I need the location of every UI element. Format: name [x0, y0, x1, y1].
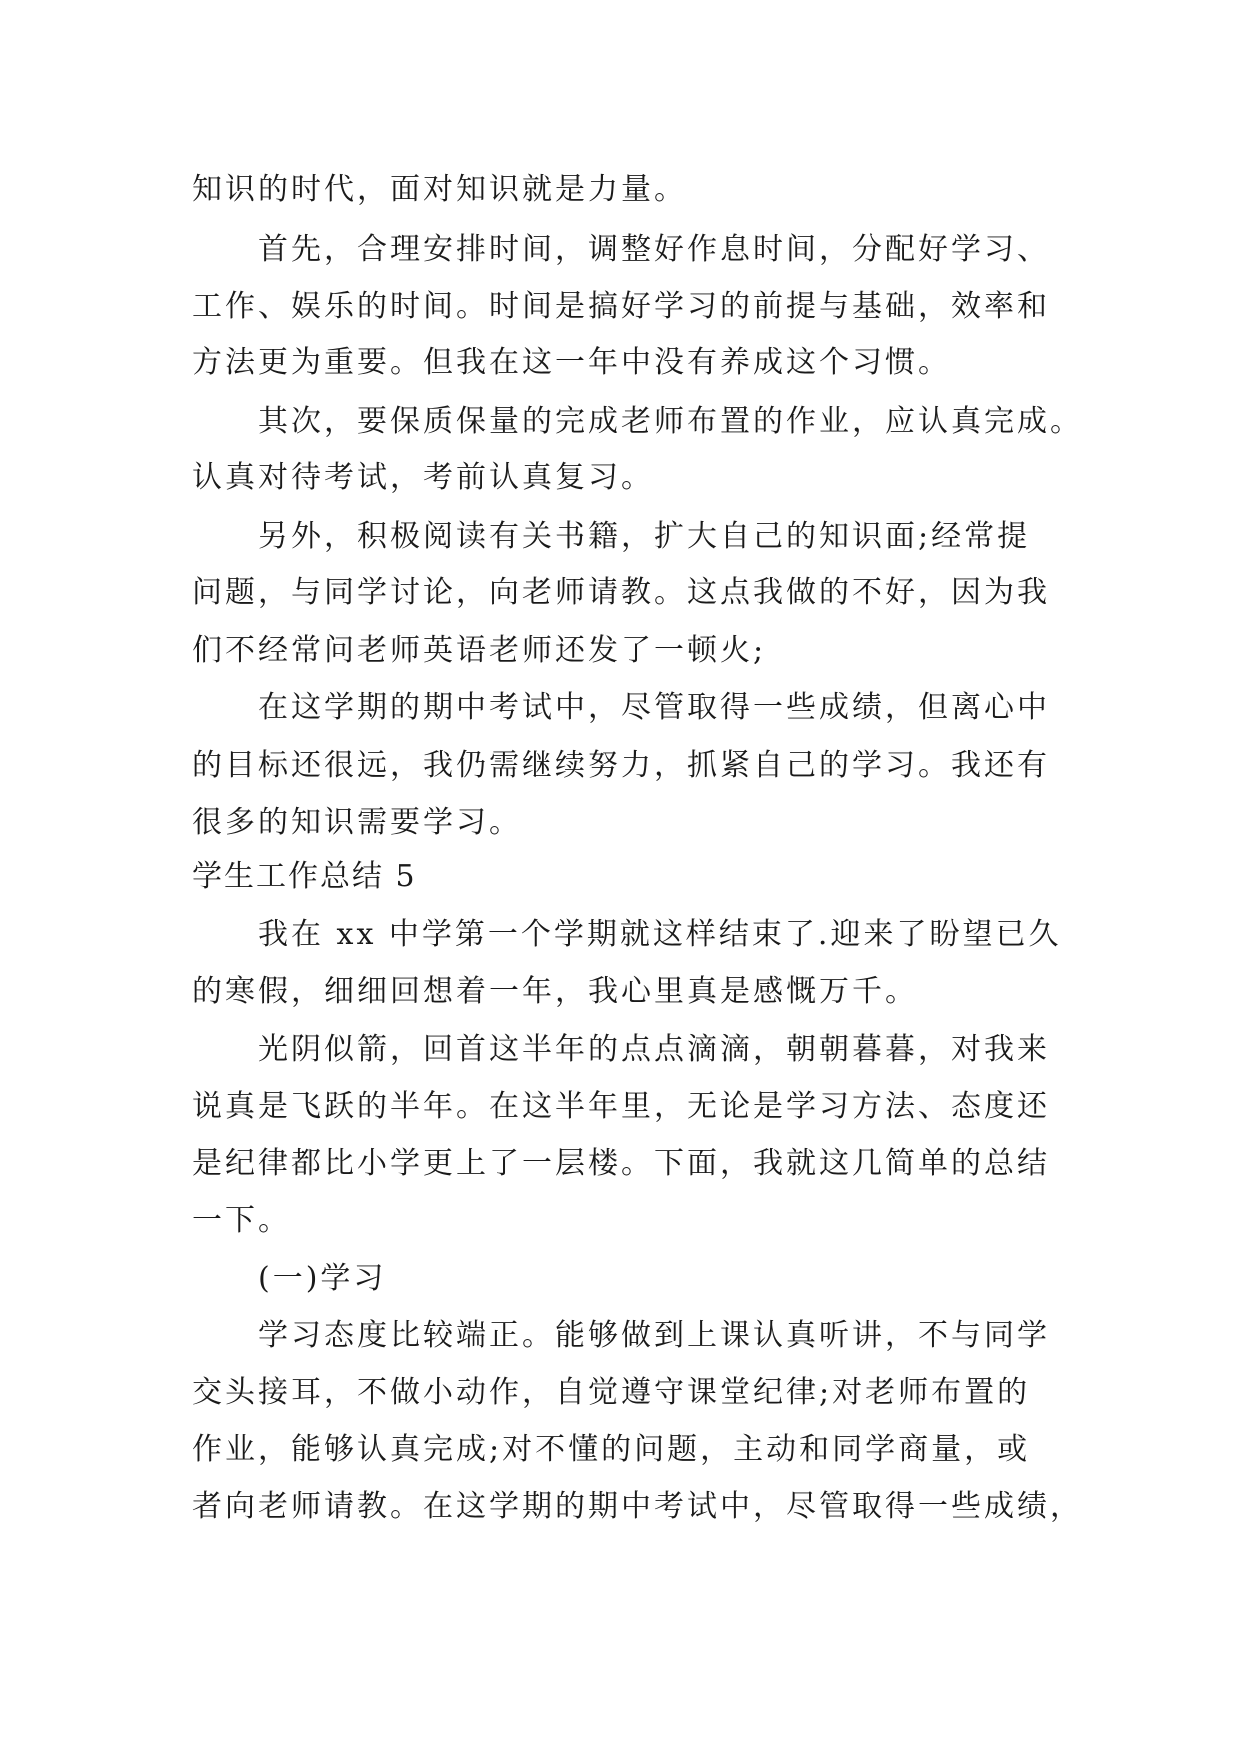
paragraph-line: 方法更为重要。但我在这一年中没有养成这个习惯。 [192, 345, 951, 380]
paragraph-line: 的寒假，细细回想着一年，我心里真是感慨万千。 [192, 974, 918, 1009]
paragraph-line: 认真对待考试，考前认真复习。 [192, 460, 654, 495]
paragraph-line: 知识的时代，面对知识就是力量。 [192, 172, 687, 207]
paragraph-line: 说真是飞跃的半年。在这半年里，无论是学习方法、态度还 [192, 1089, 1050, 1124]
paragraph-line: 另外，积极阅读有关书籍，扩大自己的知识面;经常提 [258, 519, 1031, 554]
subsection-heading: (一)学习 [258, 1261, 387, 1296]
paragraph-line: 我在 xx 中学第一个学期就这样结束了.迎来了盼望已久 [258, 917, 1062, 952]
paragraph-line: 一下。 [192, 1203, 291, 1238]
paragraph-line: 学习态度比较端正。能够做到上课认真听讲，不与同学 [258, 1318, 1050, 1353]
paragraph-line: 是纪律都比小学更上了一层楼。下面，我就这几简单的总结 [192, 1146, 1050, 1181]
paragraph-line: 的目标还很远，我仍需继续努力，抓紧自己的学习。我还有 [192, 748, 1050, 783]
paragraph-line: 者向老师请教。在这学期的期中考试中，尽管取得一些成绩， [192, 1489, 1083, 1524]
paragraph-line: 们不经常问老师英语老师还发了一顿火; [192, 633, 767, 668]
paragraph-line: 其次，要保质保量的完成老师布置的作业，应认真完成。 [258, 404, 1083, 439]
paragraph-line: 交头接耳，不做小动作，自觉遵守课堂纪律;对老师布置的 [192, 1375, 1031, 1410]
section-heading: 学生工作总结 5 [192, 859, 417, 894]
paragraph-line: 光阴似箭，回首这半年的点点滴滴，朝朝暮暮，对我来 [258, 1032, 1050, 1067]
paragraph-line: 很多的知识需要学习。 [192, 805, 522, 840]
paragraph-line: 工作、娱乐的时间。时间是搞好学习的前提与基础，效率和 [192, 289, 1050, 324]
paragraph-line: 在这学期的期中考试中，尽管取得一些成绩，但离心中 [258, 690, 1050, 725]
paragraph-line: 作业，能够认真完成;对不懂的问题，主动和同学商量，或 [192, 1432, 1031, 1467]
paragraph-line: 问题，与同学讨论，向老师请教。这点我做的不好，因为我 [192, 575, 1050, 610]
paragraph-line: 首先，合理安排时间，调整好作息时间，分配好学习、 [258, 232, 1050, 267]
